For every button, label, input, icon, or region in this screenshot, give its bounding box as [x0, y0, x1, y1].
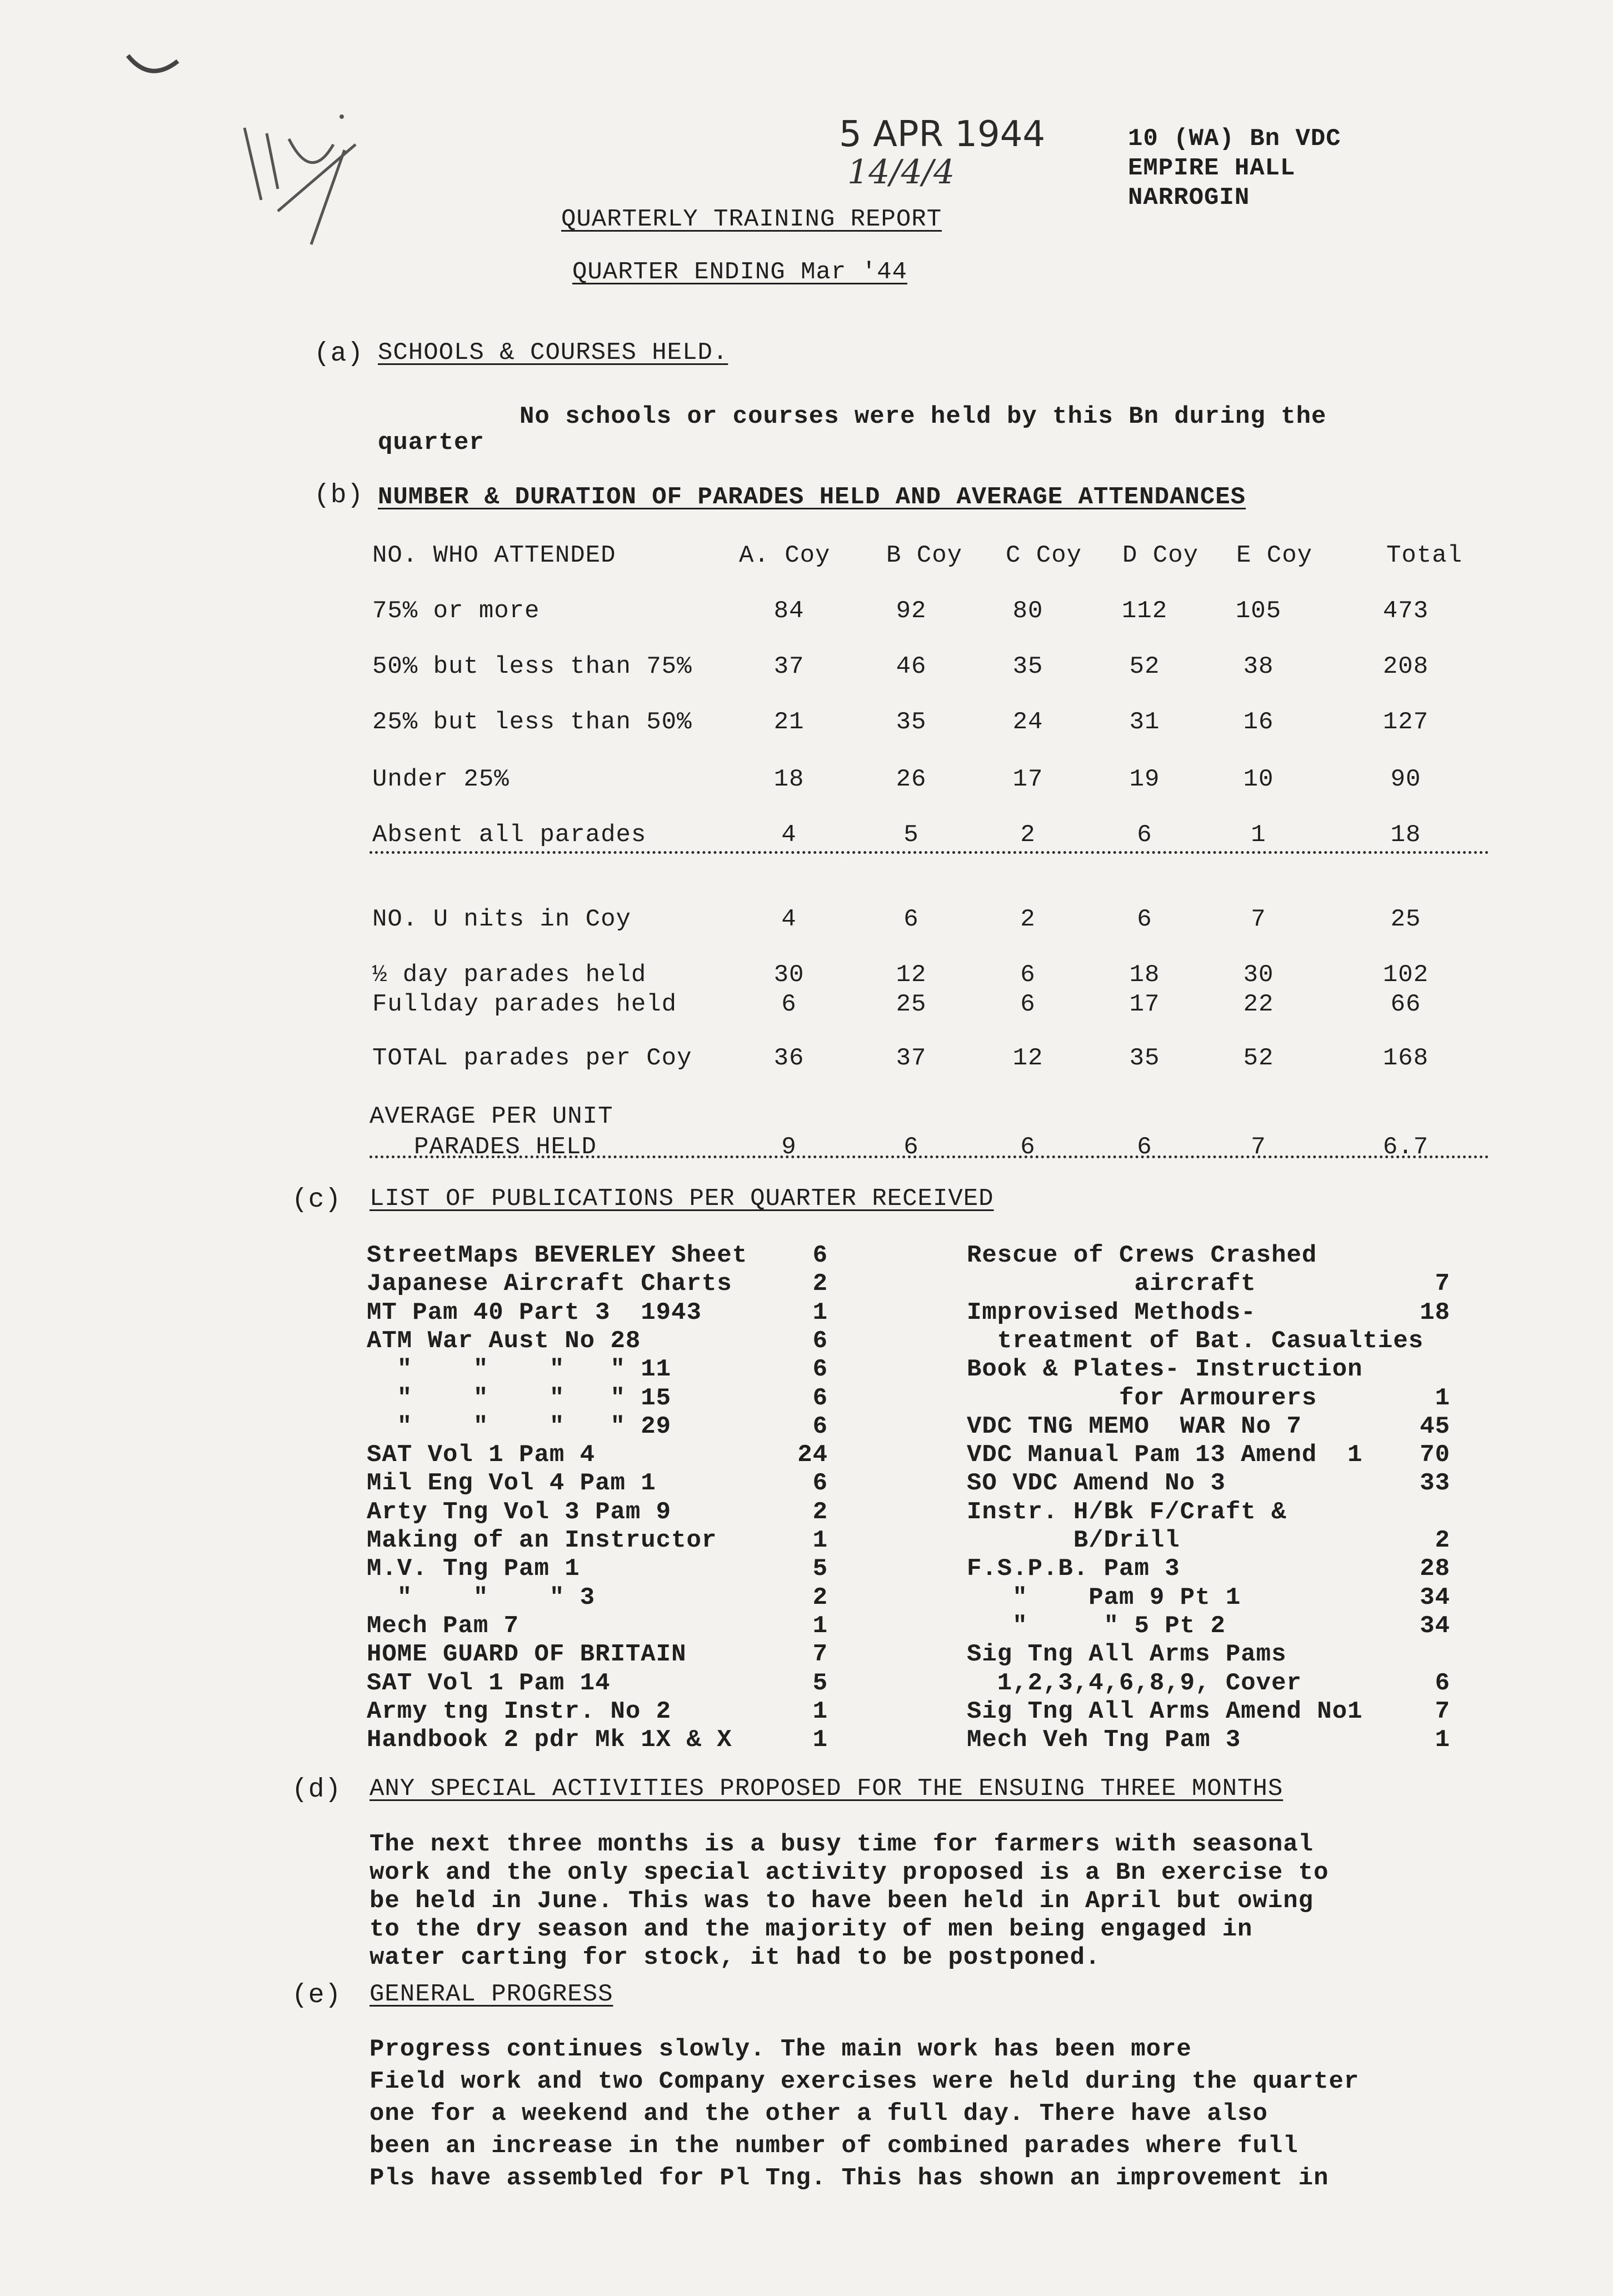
table-cell: 208	[1382, 653, 1429, 681]
section-c-heading: LIST OF PUBLICATIONS PER QUARTER RECEIVED	[369, 1185, 994, 1213]
table-cell: 6	[903, 1133, 919, 1161]
section-b-letter: (b)	[314, 481, 364, 511]
publication-qty: 1	[1435, 1726, 1450, 1754]
table-cell: 1	[1251, 821, 1266, 849]
publication-title: ATM War Aust No 28	[367, 1327, 641, 1355]
table-cell: 9	[781, 1133, 797, 1161]
table-cell: 6	[1020, 1133, 1036, 1161]
publication-title: Mech Veh Tng Pam 3	[967, 1726, 1241, 1754]
publication-title: MT Pam 40 Part 3 1943	[367, 1298, 702, 1327]
publication-title: SO VDC Amend No 3	[967, 1469, 1226, 1498]
table-cell: 26	[896, 766, 927, 793]
unit-name: 10 (WA) Bn VDC	[1128, 125, 1341, 153]
table-cell: 30	[1243, 961, 1274, 989]
table-cell: 25	[1390, 906, 1421, 933]
section-a-heading: SCHOOLS & COURSES HELD.	[378, 339, 728, 367]
section-a-body: No schools or courses were held by this Bn during the	[520, 403, 1327, 431]
table-cell: 80	[1012, 597, 1043, 625]
table-cell: 105	[1235, 597, 1282, 625]
table-cell: 37	[896, 1044, 927, 1072]
publication-title: Rescue of Crews Crashed	[967, 1242, 1317, 1269]
col-header-c-coy: C Coy	[1006, 542, 1082, 569]
table-cell: 35	[1129, 1044, 1160, 1072]
table-cell: 35	[896, 708, 927, 736]
publication-title: Sig Tng All Arms Amend No1	[967, 1697, 1363, 1725]
section-a-body-cont: quarter	[378, 429, 485, 457]
table-cell: 112	[1121, 597, 1168, 625]
col-header-b-coy: B Coy	[886, 542, 963, 569]
table-cell: 84	[773, 597, 805, 625]
row-label: TOTAL parades per Coy	[372, 1044, 692, 1072]
publication-qty: 7	[1435, 1270, 1450, 1298]
row-label: Under 25%	[372, 766, 510, 793]
table-cell: 31	[1129, 708, 1160, 736]
table-cell: 37	[773, 653, 805, 681]
table-rule-1	[369, 851, 1489, 854]
table-cell: 35	[1012, 653, 1043, 681]
table-cell: 2	[1020, 906, 1036, 933]
table-cell: 6	[1020, 961, 1036, 989]
table-cell: 6	[1137, 821, 1152, 849]
publication-title: HOME GUARD OF BRITAIN	[367, 1640, 687, 1669]
table-cell: 2	[1020, 821, 1036, 849]
table-cell: 18	[1129, 961, 1160, 989]
publication-title: Instr. H/Bk F/Craft &	[967, 1498, 1287, 1526]
publication-title: VDC Manual Pam 13 Amend 1	[967, 1441, 1363, 1469]
report-title: QUARTERLY TRAINING REPORT	[561, 206, 942, 233]
publication-title: 1,2,3,4,6,8,9, Cover	[967, 1669, 1302, 1697]
table-cell: 168	[1382, 1044, 1429, 1072]
table-cell: 18	[773, 766, 805, 793]
col-header-label: NO. WHO ATTENDED	[372, 542, 616, 569]
publication-qty: 1	[812, 1697, 828, 1725]
report-subtitle: QUARTER ENDING Mar '44	[572, 258, 907, 286]
publication-title: M.V. Tng Pam 1	[367, 1555, 580, 1583]
table-cell: 36	[773, 1044, 805, 1072]
punch-hole-mark	[128, 56, 178, 71]
table-cell: 25	[896, 991, 927, 1018]
publication-qty: 6	[812, 1242, 828, 1269]
table-cell: 6.7	[1382, 1133, 1429, 1161]
publication-qty: 1	[812, 1726, 828, 1754]
publication-qty: 7	[1435, 1697, 1450, 1725]
unit-town: NARROGIN	[1128, 184, 1250, 212]
publication-title: VDC TNG MEMO WAR No 7	[967, 1412, 1302, 1440]
publication-qty: 6	[812, 1327, 828, 1355]
publication-title: aircraft	[967, 1270, 1256, 1298]
section-d-letter: (d)	[292, 1775, 342, 1805]
table-cell: 19	[1129, 766, 1160, 793]
publication-title: Making of an Instructor	[367, 1527, 717, 1554]
section-e-heading: GENERAL PROGRESS	[369, 1980, 613, 2008]
table-cell: 7	[1251, 906, 1266, 933]
publication-title: Arty Tng Vol 3 Pam 9	[367, 1498, 672, 1526]
publication-qty: 2	[812, 1270, 828, 1298]
unit-location: EMPIRE HALL	[1128, 154, 1296, 182]
table-cell: 16	[1243, 708, 1274, 736]
publication-title: treatment of Bat. Casualties	[967, 1327, 1424, 1355]
row-label: 25% but less than 50%	[372, 708, 692, 736]
publication-qty: 6	[812, 1412, 828, 1440]
publication-title: Sig Tng All Arms Pams	[967, 1640, 1287, 1669]
publication-qty: 2	[812, 1498, 828, 1526]
publication-qty: 1	[812, 1527, 828, 1554]
table-cell: 102	[1382, 961, 1429, 989]
publication-title: " " " " 15	[367, 1384, 672, 1412]
table-cell: 38	[1243, 653, 1274, 681]
table-cell: 7	[1251, 1133, 1266, 1161]
publication-qty: 6	[812, 1384, 828, 1412]
table-cell: 6	[1137, 1133, 1152, 1161]
table-cell: 6	[903, 906, 919, 933]
row-label: 50% but less than 75%	[372, 653, 692, 681]
publication-title: " " " " 29	[367, 1412, 672, 1440]
publication-title: " " " " 11	[367, 1355, 672, 1384]
publication-title: Japanese Aircraft Charts	[367, 1270, 732, 1298]
row-label: ½ day parades held	[372, 961, 647, 989]
publication-title: Improvised Methods-	[967, 1298, 1256, 1327]
publication-qty: 1	[1435, 1384, 1450, 1412]
section-d-body: The next three months is a busy time for farmers with seasonal work and the only special activity proposed is a Bn exercise to be held in June. This was to have been held in April but owing to the dry season and the majority of men being engaged in water carting for stock, it had to be postponed.	[369, 1830, 1329, 1972]
publication-title: " " 5 Pt 2	[967, 1612, 1226, 1640]
publication-qty: 5	[812, 1669, 828, 1697]
specks	[339, 114, 344, 119]
publication-qty: 6	[1435, 1669, 1450, 1697]
table-cell: 52	[1243, 1044, 1274, 1072]
section-c-letter: (c)	[292, 1185, 342, 1215]
table-rule-2	[369, 1155, 1489, 1158]
handwritten-date: 14/4/4	[847, 153, 955, 192]
table-cell: 17	[1129, 991, 1160, 1018]
received-date-stamp: 5 APR 1944	[839, 114, 1046, 155]
table-cell: 12	[1012, 1044, 1043, 1072]
table-cell: 5	[903, 821, 919, 849]
publication-qty: 7	[812, 1640, 828, 1669]
publication-qty: 1	[812, 1612, 828, 1640]
table-cell: 17	[1012, 766, 1043, 793]
col-header-a-coy: A. Coy	[739, 542, 831, 569]
publication-title: Book & Plates- Instruction	[967, 1355, 1363, 1384]
publication-qty: 18	[1420, 1298, 1450, 1327]
publication-qty: 34	[1420, 1583, 1450, 1612]
table-cell: 18	[1390, 821, 1421, 849]
table-cell: 4	[781, 821, 797, 849]
publication-title: Army tng Instr. No 2	[367, 1697, 672, 1725]
row-label: Fullday parades held	[372, 991, 677, 1018]
table-cell: 24	[1012, 708, 1043, 736]
handwritten-initials	[244, 128, 356, 244]
table-cell: 6	[781, 991, 797, 1018]
publication-title: SAT Vol 1 Pam 14	[367, 1669, 611, 1697]
publication-qty: 5	[812, 1555, 828, 1583]
table-cell: 22	[1243, 991, 1274, 1018]
row-label: NO. U nits in Coy	[372, 906, 631, 933]
table-cell: 10	[1243, 766, 1274, 793]
publication-qty: 70	[1420, 1441, 1450, 1469]
section-b-heading: NUMBER & DURATION OF PARADES HELD AND AVERAGE ATTENDANCES	[378, 483, 1246, 511]
table-cell: 12	[896, 961, 927, 989]
publication-qty: 6	[812, 1469, 828, 1498]
table-cell: 90	[1390, 766, 1421, 793]
table-cell: 92	[896, 597, 927, 625]
col-header-d-coy: D Coy	[1122, 542, 1199, 569]
table-cell: 4	[781, 906, 797, 933]
publication-title: B/Drill	[967, 1527, 1180, 1554]
publication-title: F.S.P.B. Pam 3	[967, 1555, 1180, 1583]
publication-title: " Pam 9 Pt 1	[967, 1583, 1241, 1612]
publication-title: Mil Eng Vol 4 Pam 1	[367, 1469, 656, 1498]
col-header-total: Total	[1386, 542, 1463, 569]
table-cell: 473	[1382, 597, 1429, 625]
table-cell: 6	[1020, 991, 1036, 1018]
publication-title: SAT Vol 1 Pam 4	[367, 1441, 596, 1469]
publication-qty: 2	[1435, 1527, 1450, 1554]
table-cell: 127	[1382, 708, 1429, 736]
table-cell: 21	[773, 708, 805, 736]
publication-title: StreetMaps BEVERLEY Sheet	[367, 1242, 748, 1269]
publication-title: for Armourers	[967, 1384, 1317, 1412]
publication-qty: 28	[1420, 1555, 1450, 1583]
section-e-letter: (e)	[292, 1980, 342, 2010]
table-cell: 66	[1390, 991, 1421, 1018]
table-cell: 6	[1137, 906, 1152, 933]
average-label-line1: AVERAGE PER UNIT	[369, 1103, 613, 1131]
publication-qty: 34	[1420, 1612, 1450, 1640]
publication-qty: 45	[1420, 1412, 1450, 1440]
publication-qty: 6	[812, 1355, 828, 1384]
table-cell: 30	[773, 961, 805, 989]
table-cell: 52	[1129, 653, 1160, 681]
row-label: 75% or more	[372, 597, 540, 625]
publication-title: " " " 3	[367, 1583, 596, 1612]
publication-qty: 33	[1420, 1469, 1450, 1498]
publication-title: Handbook 2 pdr Mk 1X & X	[367, 1726, 732, 1754]
section-d-heading: ANY SPECIAL ACTIVITIES PROPOSED FOR THE ENSUING THREE MONTHS	[369, 1775, 1284, 1803]
row-label: Absent all parades	[372, 821, 647, 849]
row-label: PARADES HELD	[414, 1133, 597, 1161]
section-e-body: Progress continues slowly. The main work has been more Field work and two Company exercises were held during the quarter one for a weekend and the other a full day. There have also been an increase in the number of combined parades where full Pls have assembled for Pl Tng. This has shown an improvement in	[369, 2035, 1360, 2192]
section-a-letter: (a)	[314, 339, 364, 369]
publication-qty: 2	[812, 1583, 828, 1612]
publication-qty: 1	[812, 1298, 828, 1327]
publication-qty: 24	[797, 1441, 828, 1469]
col-header-e-coy: E Coy	[1236, 542, 1313, 569]
publication-title: Mech Pam 7	[367, 1612, 520, 1640]
table-cell: 46	[896, 653, 927, 681]
